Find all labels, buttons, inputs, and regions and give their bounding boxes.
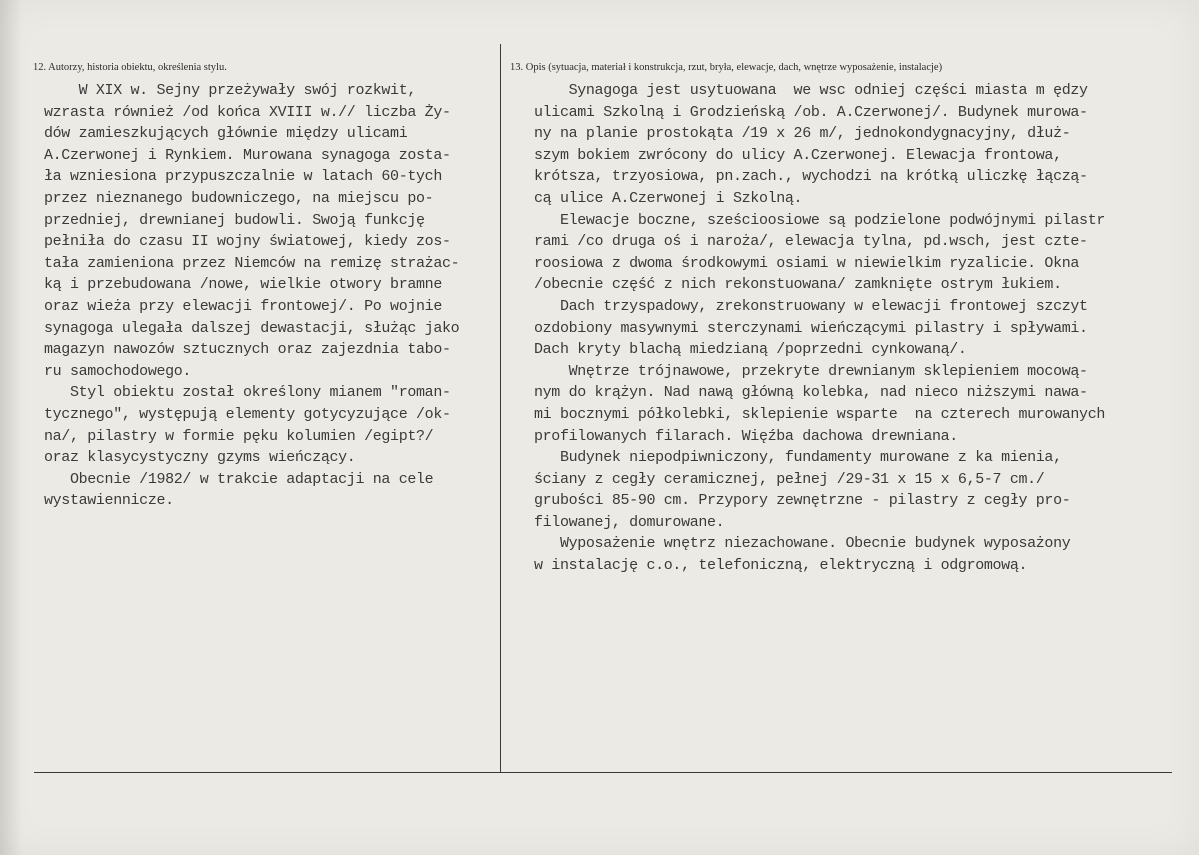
- text-line: profilowanych filarach. Więźba dachowa drewniana.: [534, 427, 958, 445]
- text-line: Budynek niepodpiwniczony, fundamenty murowane z ka mienia,: [534, 449, 1062, 467]
- text-line: przez nieznanego budowniczego, na miejscu po-: [44, 189, 434, 207]
- text-line: roosiowa z dwoma środkowymi osiami w niewielkim ryzalicie. Okna: [534, 254, 1080, 272]
- text-line: Wyposażenie wnętrz niezachowane. Obecnie budynek wyposażony: [534, 535, 1071, 553]
- history-text-column: [44, 80, 504, 512]
- text-line: cą ulice A.Czerwonej i Szkolną.: [534, 189, 803, 207]
- section-12-header: 12. Autorzy, historia obiektu, określenia stylu.: [33, 62, 227, 73]
- text-line: W XIX w. Sejny przeżywały swój rozkwit,: [44, 82, 417, 99]
- text-line: ru samochodowego.: [44, 362, 192, 380]
- description-text-column: [534, 80, 1199, 577]
- text-line: grubości 85-90 cm. Przypory zewnętrzne - pilastry z cegły pro-: [534, 492, 1071, 510]
- section-13-header: 13. Opis (sytuacja, materiał i konstrukcja, rzut, bryła, elewacje, dach, wnętrze wyposażenie, instalacje): [510, 62, 943, 73]
- text-line: ozdobiony masywnymi sterczynami wieńczącymi pilastry i spływami.: [534, 319, 1088, 337]
- text-line: mi bocznymi półkolebki, sklepienie wsparte na czterech murowanych: [534, 405, 1105, 423]
- text-line: przedniej, drewnianej budowli. Swoją funkcję: [44, 211, 425, 229]
- text-line: rami /co druga oś i naroża/, elewacja tylna, pd.wsch, jest czte-: [534, 233, 1088, 251]
- bottom-rule: [34, 772, 1172, 773]
- text-line: Synagoga jest usytuowana we wsc odniej części miasta m ędzy: [534, 82, 1088, 99]
- text-line: /obecnie część z nich rekonstuowana/ zamknięte ostrym łukiem.: [534, 276, 1062, 294]
- page-edge-shadow: [0, 0, 22, 855]
- text-line: szym bokiem zwrócony do ulicy A.Czerwonej. Elewacja frontowa,: [534, 146, 1062, 164]
- text-line: ściany z cegły ceramicznej, pełnej /29-31 x 15 x 6,5-7 cm./: [534, 470, 1045, 488]
- text-line: krótsza, trzyosiowa, pn.zach., wychodzi na krótką uliczkę łączą-: [534, 168, 1088, 186]
- text-line: magazyn nawozów sztucznych oraz zajezdnia tabo-: [44, 341, 451, 359]
- text-line: wzrasta również /od końca XVIII w.// liczba Ży-: [44, 103, 451, 121]
- text-line: wystawiennicze.: [44, 492, 174, 510]
- text-line: A.Czerwonej i Rynkiem. Murowana synagoga zosta-: [44, 146, 451, 164]
- text-line: pełniła do czasu II wojny światowej, kiedy zos-: [44, 233, 451, 251]
- text-line: Wnętrze trójnawowe, przekryte drewnianym sklepieniem mocową-: [534, 362, 1088, 380]
- text-line: Elewacje boczne, sześcioosiowe są podzielone podwójnymi pilastr: [534, 211, 1105, 229]
- text-line: na/, pilastry w formie pęku kolumien /egipt?/: [44, 427, 434, 445]
- text-line: synagoga ulegała dalszej dewastacji, służąc jako: [44, 319, 460, 337]
- text-line: ką i przebudowana /nowe, wielkie otwory bramne: [44, 276, 442, 294]
- text-line: w instalację c.o., telefoniczną, elektryczną i odgromową.: [534, 557, 1028, 575]
- text-line: oraz klasycystyczny gzyms wieńczący.: [44, 449, 356, 467]
- text-line: Styl obiektu został określony mianem "roman-: [44, 384, 451, 402]
- text-line: nym do krążyn. Nad nawą główną kolebka, nad nieco niższymi nawa-: [534, 384, 1088, 402]
- text-line: tała zamieniona przez Niemców na remizę strażac-: [44, 254, 460, 272]
- text-line: filowanej, domurowane.: [534, 513, 725, 531]
- text-line: ła wzniesiona przypuszczalnie w latach 60-tych: [44, 168, 442, 186]
- text-line: ny na planie prostokąta /19 x 26 m/, jednokondygnacyjny, dłuż-: [534, 125, 1071, 143]
- text-line: Obecnie /1982/ w trakcie adaptacji na cele: [44, 470, 434, 488]
- text-line: Dach kryty blachą miedzianą /poprzedni cynkowaną/.: [534, 341, 967, 359]
- text-line: tycznego", występują elementy gotycyzujące /ok-: [44, 405, 451, 423]
- text-line: Dach trzyspadowy, zrekonstruowany w elewacji frontowej szczyt: [534, 297, 1088, 315]
- text-line: ulicami Szkolną i Grodzieńską /ob. A.Czerwonej/. Budynek murowa-: [534, 103, 1088, 121]
- text-line: dów zamieszkujących głównie między ulicami: [44, 125, 408, 143]
- text-line: oraz wieża przy elewacji frontowej/. Po wojnie: [44, 297, 442, 315]
